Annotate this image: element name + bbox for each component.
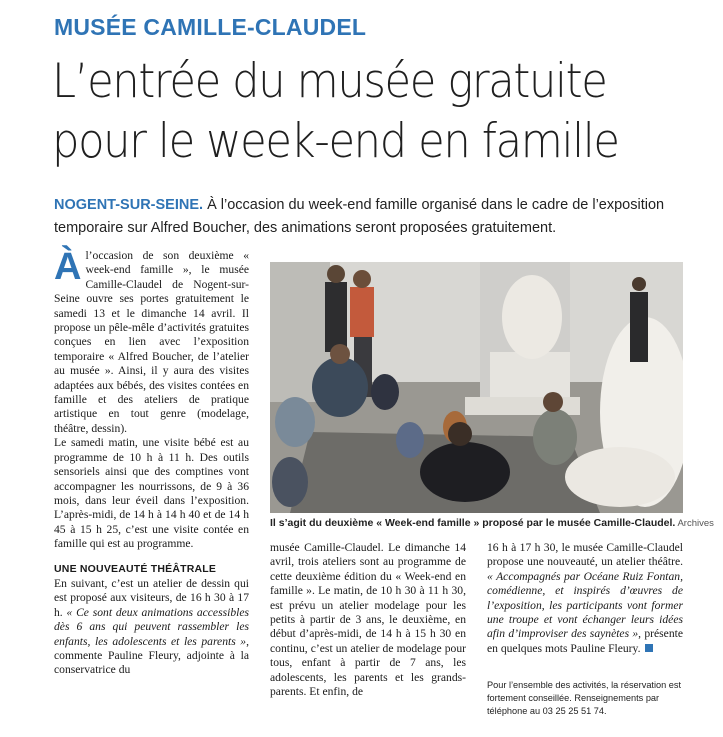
column-3-text (487, 541, 683, 656)
lead-text: À l’occasion du week-end famille organisé dans le cadre de l’exposition temporaire sur Alfred Boucher, des animations seront proposées gratuitement. (54, 197, 665, 236)
paragraph-3-start: En suivant, c’est un atelier de dessin qui est proposé aux visiteurs, de 16 h 30 à 17 h. (54, 576, 249, 619)
headline-line-1: L’entrée du musée gratuite (52, 54, 607, 109)
dateline-place: NOGENT-SUR-SEINE. (54, 197, 204, 213)
paragraph-3 (54, 577, 249, 678)
caption-text: Il s’agit du deuxième « Week-end famille » proposé par le musée Camille-Claudel. (270, 517, 676, 529)
subheading: UNE NOUVEAUTÉ THÉÂTRALE (54, 562, 217, 575)
article-photo (270, 262, 683, 513)
photo-credit: Archives (675, 518, 714, 529)
article-column-1 (54, 246, 249, 678)
info-note: Pour l’ensemble des activités, la réservation est fortement conseillée. Renseignements par téléphone au 03 25 25 51 74. (487, 680, 682, 716)
lead-paragraph (54, 194, 694, 240)
quote-2: « Accompagnés par Océane Ruiz Fontan, comédienne, et inspirés d’œuvres de l’exposition, les participants vont former une troupe et vont échanger leurs idées afin d’improviser des saynètes » (487, 569, 683, 641)
end-of-article-mark (645, 644, 653, 652)
section-kicker: MUSÉE CAMILLE-CLAUDEL (54, 14, 367, 40)
column-3-end: , présente en quelques mots Pauline Fleury. (487, 627, 683, 655)
column-2-text: musée Camille-Claudel. Le dimanche 14 avril, trois ateliers sont au programme de cette deuxième édition du « Week-end en famille ». Le matin, de 10 h 30 à 11 h 30, est prévu un atelier modelage pour les petits à partir de 3 ans, le deuxième, en début d’après-midi, de 14 h à 15 h 30 en continu, c’est un atelier de modelage pour tous, enfant à partir de 7 ans, les adolescents, les parents et les grands-parents. Et enfin, de (270, 541, 466, 699)
headline-line-2: pour le week-end en famille (52, 114, 619, 169)
headline (52, 52, 659, 172)
paragraph-3-end: , commente Pauline Fleury, adjointe à la conservatrice du (54, 634, 249, 677)
article-column-2 (270, 541, 466, 699)
quote-1: « Ce sont deux animations accessibles dès 6 ans qui peuvent rassembler les enfants, les adolescents et les parents » (54, 605, 249, 648)
paragraph-2: Le samedi matin, une visite bébé est au programme de 10 h à 11 h. Des outils sensoriels ainsi que des comptines vont accompagner les nourrissons, de 9 à 36 mois, dans leur éveil dans l’exposition. L’après-midi, de 14 h à 14 h 40 et de 14 h 45 à 15 h 25, c’est une visite contée en famille qui est au programme. (54, 436, 249, 551)
photo-caption (270, 517, 714, 529)
paragraph-1: l’occasion de son deuxième « week-end famille », le musée Camille-Claudel de Nogent-sur-Seine ouvre ses portes gratuitement le samedi 13 et le dimanche 14 avril. Il propose un pêle-mêle d’activités gratuites conçues en lien avec l’exposition temporaire « Alfred Boucher, de l’atelier au musée ». Ainsi, il y aura des visites adaptées aux bébés, des visites contées en famille et des ateliers de pratique artistique en tout genre (modelage, théâtre, dessin). (54, 249, 249, 435)
museum-family-photo-illustration (270, 262, 683, 513)
drop-cap: À (54, 246, 82, 288)
article-column-3 (487, 541, 683, 656)
column-3-start: 16 h à 17 h 30, le musée Camille-Claudel propose une nouveauté, un atelier théâtre. (487, 541, 683, 569)
